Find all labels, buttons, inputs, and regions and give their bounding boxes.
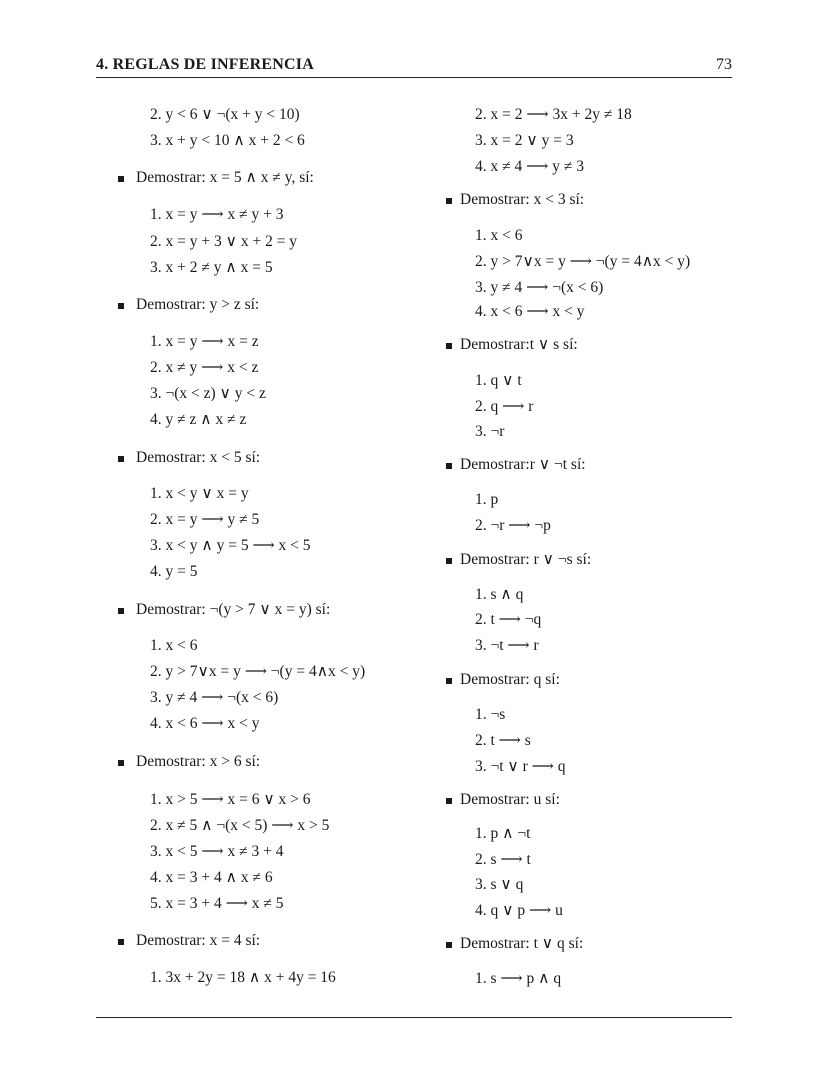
premise-item: 2. y > 7∨x = y ⟶ ¬(y = 4∧x < y) bbox=[475, 253, 691, 270]
premise-item: 3. s ∨ q bbox=[475, 876, 524, 893]
exercise-heading: Demostrar: x < 5 sí: bbox=[136, 449, 261, 466]
premise-item: 2. x ≠ 5 ∧ ¬(x < 5) ⟶ x > 5 bbox=[150, 817, 330, 834]
premise-item: 2. x ≠ y ⟶ x < z bbox=[150, 359, 259, 376]
premise-item: 2. s ⟶ t bbox=[475, 851, 531, 868]
premise-item: 1. x < y ∨ x = y bbox=[150, 485, 249, 502]
premise-item: 2. x = y ⟶ y ≠ 5 bbox=[150, 511, 260, 528]
premise-item: 1. x = y ⟶ x = z bbox=[150, 333, 259, 350]
bullet-icon bbox=[446, 463, 452, 469]
exercise-heading: Demostrar: ¬(y > 7 ∨ x = y) sí: bbox=[136, 601, 331, 618]
premise-item: 1. 3x + 2y = 18 ∧ x + 4y = 16 bbox=[150, 969, 336, 986]
bullet-icon bbox=[446, 798, 452, 804]
premise-item: 4. x < 6 ⟶ x < y bbox=[150, 715, 260, 732]
premise-item: 2. y < 6 ∨ ¬(x + y < 10) bbox=[150, 106, 300, 123]
exercise-heading: Demostrar:t ∨ s sí: bbox=[460, 336, 578, 353]
bullet-icon bbox=[118, 939, 124, 945]
premise-item: 3. y ≠ 4 ⟶ ¬(x < 6) bbox=[150, 689, 279, 706]
premise-item: 1. q ∨ t bbox=[475, 372, 522, 389]
bullet-icon bbox=[446, 942, 452, 948]
premise-item: 4. q ∨ p ⟶ u bbox=[475, 902, 563, 919]
exercise-heading: Demostrar: x > 6 sí: bbox=[136, 753, 261, 770]
premise-item: 1. x < 6 bbox=[475, 227, 523, 244]
exercise-heading: Demostrar: x = 4 sí: bbox=[136, 932, 261, 949]
exercise-heading: Demostrar: x < 3 sí: bbox=[460, 191, 585, 208]
premise-item: 4. y = 5 bbox=[150, 563, 198, 580]
premise-item: 3. ¬r bbox=[475, 423, 505, 440]
premise-item: 5. x = 3 + 4 ⟶ x ≠ 5 bbox=[150, 895, 284, 912]
premise-item: 4. x < 6 ⟶ x < y bbox=[475, 303, 585, 320]
premise-item: 2. y > 7∨x = y ⟶ ¬(y = 4∧x < y) bbox=[150, 663, 366, 680]
premise-item: 3. x + 2 ≠ y ∧ x = 5 bbox=[150, 259, 273, 276]
premise-item: 1. x = y ⟶ x ≠ y + 3 bbox=[150, 206, 284, 223]
bullet-icon bbox=[118, 176, 124, 182]
premise-item: 3. y ≠ 4 ⟶ ¬(x < 6) bbox=[475, 279, 604, 296]
premise-item: 1. x < 6 bbox=[150, 637, 198, 654]
exercise-heading: Demostrar: r ∨ ¬s sí: bbox=[460, 551, 592, 568]
premise-item: 3. x < 5 ⟶ x ≠ 3 + 4 bbox=[150, 843, 284, 860]
exercise-heading: Demostrar:r ∨ ¬t sí: bbox=[460, 456, 586, 473]
bullet-icon bbox=[446, 678, 452, 684]
premise-item: 3. x < y ∧ y = 5 ⟶ x < 5 bbox=[150, 537, 311, 554]
premise-item: 3. x = 2 ∨ y = 3 bbox=[475, 132, 574, 149]
exercise-heading: Demostrar: t ∨ q sí: bbox=[460, 935, 584, 952]
premise-item: 4. y ≠ z ∧ x ≠ z bbox=[150, 411, 247, 428]
premise-item: 1. s ∧ q bbox=[475, 586, 524, 603]
premise-item: 2. x = y + 3 ∨ x + 2 = y bbox=[150, 233, 298, 250]
footer-rule bbox=[96, 1017, 732, 1018]
premise-item: 3. x + y < 10 ∧ x + 2 < 6 bbox=[150, 132, 305, 149]
exercise-heading: Demostrar: x = 5 ∧ x ≠ y, sí: bbox=[136, 169, 314, 186]
premise-item: 2. x = 2 ⟶ 3x + 2y ≠ 18 bbox=[475, 106, 632, 123]
chapter-title: 4. REGLAS DE INFERENCIA bbox=[96, 56, 314, 73]
bullet-icon bbox=[118, 760, 124, 766]
premise-item: 2. t ⟶ s bbox=[475, 732, 531, 749]
bullet-icon bbox=[446, 558, 452, 564]
premise-item: 1. p bbox=[475, 491, 499, 508]
premise-item: 4. x = 3 + 4 ∧ x ≠ 6 bbox=[150, 869, 273, 886]
premise-item: 2. q ⟶ r bbox=[475, 398, 534, 415]
premise-item: 1. x > 5 ⟶ x = 6 ∨ x > 6 bbox=[150, 791, 311, 808]
premise-item: 2. t ⟶ ¬q bbox=[475, 611, 542, 628]
premise-item: 4. x ≠ 4 ⟶ y ≠ 3 bbox=[475, 158, 584, 175]
page-header bbox=[96, 56, 732, 76]
premise-item: 1. ¬s bbox=[475, 706, 506, 723]
bullet-icon bbox=[118, 303, 124, 309]
header-rule bbox=[96, 77, 732, 78]
bullet-icon bbox=[446, 343, 452, 349]
page-number: 73 bbox=[716, 56, 732, 73]
exercise-heading: Demostrar: y > z sí: bbox=[136, 296, 260, 313]
premise-item: 3. ¬t ⟶ r bbox=[475, 637, 539, 654]
premise-item: 1. s ⟶ p ∧ q bbox=[475, 970, 562, 987]
bullet-icon bbox=[446, 198, 452, 204]
premise-item: 3. ¬(x < z) ∨ y < z bbox=[150, 385, 266, 402]
premise-item: 2. ¬r ⟶ ¬p bbox=[475, 517, 551, 534]
exercise-heading: Demostrar: q sí: bbox=[460, 671, 560, 688]
bullet-icon bbox=[118, 456, 124, 462]
premise-item: 1. p ∧ ¬t bbox=[475, 825, 531, 842]
exercise-heading: Demostrar: u sí: bbox=[460, 791, 560, 808]
bullet-icon bbox=[118, 608, 124, 614]
premise-item: 3. ¬t ∨ r ⟶ q bbox=[475, 758, 566, 775]
